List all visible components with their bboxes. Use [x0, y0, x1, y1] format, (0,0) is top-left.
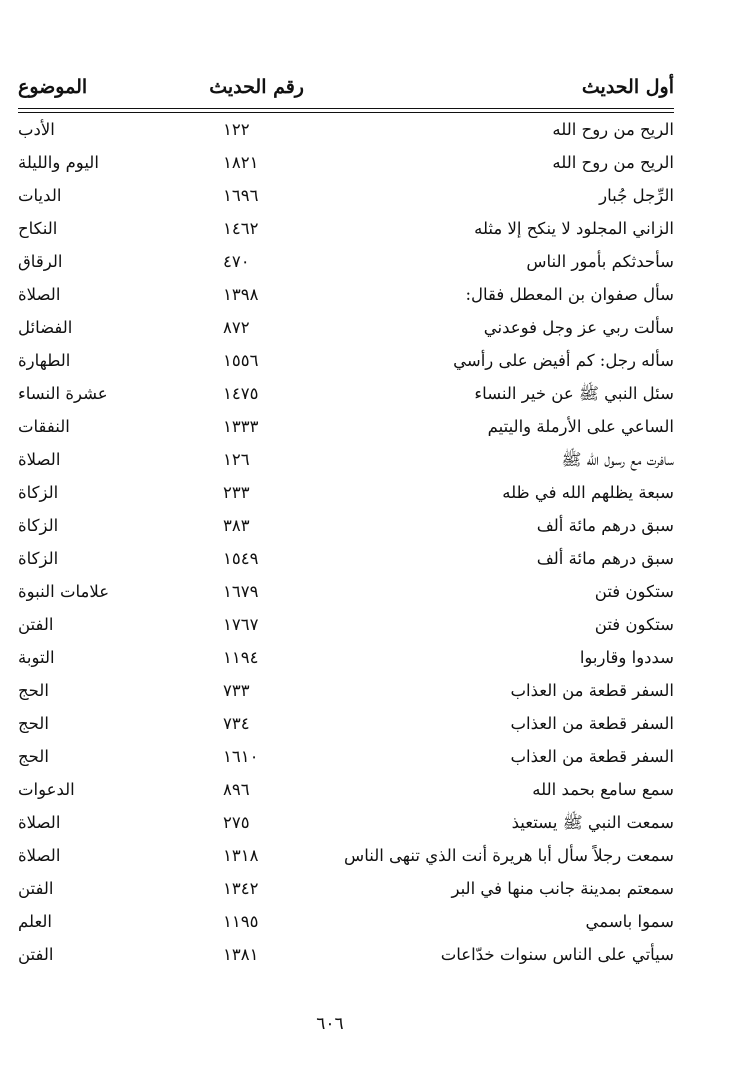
hadith-topic: اليوم والليلة	[18, 153, 99, 172]
hadith-topic: الحج	[18, 681, 49, 700]
hadith-number: ١٦٩٦	[223, 186, 259, 205]
table-row	[18, 840, 674, 873]
table-row	[18, 510, 674, 543]
table-row	[18, 675, 674, 708]
header-first-words: أول الحديث	[581, 76, 674, 98]
hadith-topic: الرقاق	[18, 252, 63, 271]
hadith-first-words: سألت ربي عز وجل فوعدني	[483, 318, 674, 337]
hadith-number: ١٣١٨	[223, 846, 259, 865]
hadith-number: ٢٧٥	[223, 813, 250, 832]
hadith-topic: الفتن	[18, 945, 54, 964]
hadith-first-words: الريح من روح الله	[552, 153, 674, 172]
hadith-number: ٤٧٠	[223, 252, 250, 271]
hadith-number: ٣٨٣	[223, 516, 250, 535]
table-row	[18, 576, 674, 609]
hadith-number: ١٥٤٩	[223, 549, 259, 568]
hadith-topic: الأدب	[18, 120, 55, 139]
hadith-first-words: الزاني المجلود لا ينكح إلا مثله	[474, 219, 674, 238]
table-row	[18, 741, 674, 774]
table-row	[18, 642, 674, 675]
hadith-topic: الزكاة	[18, 549, 59, 568]
hadith-number: ٧٣٤	[223, 714, 250, 733]
hadith-number: ١٤٦٢	[223, 219, 259, 238]
hadith-first-words: سيأتي على الناس سنوات خدّاعات	[440, 945, 674, 964]
page-number: ٦٠٦	[316, 1014, 344, 1034]
hadith-first-words: سبق درهم مائة ألف	[536, 549, 674, 568]
hadith-topic: الدعوات	[18, 780, 75, 799]
hadith-topic: النفقات	[18, 417, 70, 436]
hadith-topic: الصلاة	[18, 285, 61, 304]
table-row	[18, 411, 674, 444]
hadith-first-words: السفر قطعة من العذاب	[510, 681, 674, 700]
hadith-first-words: السفر قطعة من العذاب	[510, 714, 674, 733]
table-row	[18, 378, 674, 411]
hadith-number: ٧٣٣	[223, 681, 250, 700]
table-row	[18, 939, 674, 972]
hadith-topic: الصلاة	[18, 813, 61, 832]
table-row	[18, 543, 674, 576]
hadith-number: ١١٩٥	[223, 912, 259, 931]
hadith-first-words: السفر قطعة من العذاب	[510, 747, 674, 766]
hadith-first-words: سأله رجل: كم أفيض على رأسي	[453, 351, 674, 370]
hadith-first-words: ستكون فتن	[594, 582, 674, 601]
hadith-first-words: سافرت مع رسول الله ﷺ	[561, 450, 674, 469]
table-row	[18, 873, 674, 906]
hadith-topic: الصلاة	[18, 846, 61, 865]
header-topic: الموضوع	[18, 76, 88, 98]
hadith-first-words: سمعتم بمدينة جانب منها في البر	[451, 879, 674, 898]
table-row	[18, 312, 674, 345]
hadith-number: ١٦١٠	[223, 747, 259, 766]
table-row	[18, 807, 674, 840]
hadith-number: ١٣٣٣	[223, 417, 259, 436]
hadith-topic: التوبة	[18, 648, 55, 667]
table-row	[18, 444, 674, 477]
hadith-topic: الحج	[18, 714, 49, 733]
hadith-first-words: سمعت رجلاً سأل أبا هريرة أنت الذي تنهى الناس	[344, 846, 674, 865]
hadith-number: ١٦٧٩	[223, 582, 259, 601]
table-row	[18, 180, 674, 213]
table-header	[18, 76, 674, 106]
hadith-first-words: سأل صفوان بن المعطل فقال:	[465, 285, 674, 304]
hadith-first-words: سمع سامع بحمد الله	[532, 780, 674, 799]
hadith-number: ٨٩٦	[223, 780, 250, 799]
hadith-first-words: الريح من روح الله	[552, 120, 674, 139]
hadith-first-words: سموا باسمي	[585, 912, 674, 931]
table-row	[18, 147, 674, 180]
table-row	[18, 708, 674, 741]
hadith-first-words: سبعة يظلهم الله في ظله	[502, 483, 674, 502]
table-row	[18, 906, 674, 939]
hadith-topic: الزكاة	[18, 516, 59, 535]
header-hadith-number: رقم الحديث	[209, 76, 304, 98]
hadith-topic: الصلاة	[18, 450, 61, 469]
header-rule-top	[18, 108, 674, 109]
hadith-number: ١٣٤٢	[223, 879, 259, 898]
hadith-topic: الزكاة	[18, 483, 59, 502]
hadith-number: ١٧٦٧	[223, 615, 259, 634]
table-row	[18, 114, 674, 147]
table-row	[18, 345, 674, 378]
hadith-number: ٨٧٢	[223, 318, 250, 337]
hadith-number: ١٢٢	[223, 120, 250, 139]
table-row	[18, 477, 674, 510]
hadith-topic: الديات	[18, 186, 62, 205]
hadith-number: ١٣٩٨	[223, 285, 259, 304]
table-row	[18, 279, 674, 312]
hadith-first-words: سبق درهم مائة ألف	[536, 516, 674, 535]
hadith-topic: العلم	[18, 912, 53, 931]
hadith-first-words: سمعت النبي ﷺ يستعيذ	[511, 813, 674, 832]
hadith-first-words: سددوا وقاربوا	[579, 648, 674, 667]
hadith-first-words: الرِّجل جُبار	[599, 186, 674, 205]
hadith-topic: عشرة النساء	[18, 384, 108, 403]
hadith-topic: الحج	[18, 747, 49, 766]
hadith-topic: الفتن	[18, 879, 54, 898]
table-row	[18, 213, 674, 246]
hadith-number: ١٣٨١	[223, 945, 259, 964]
hadith-topic: الفتن	[18, 615, 54, 634]
hadith-first-words: ستكون فتن	[594, 615, 674, 634]
hadith-topic: النكاح	[18, 219, 58, 238]
table-row	[18, 609, 674, 642]
hadith-number: ١٢٦	[223, 450, 250, 469]
hadith-number: ١١٩٤	[223, 648, 259, 667]
table-row	[18, 774, 674, 807]
hadith-number: ١٥٥٦	[223, 351, 259, 370]
hadith-first-words: سأحدثكم بأمور الناس	[526, 252, 674, 271]
table-row	[18, 246, 674, 279]
hadith-topic: الطهارة	[18, 351, 71, 370]
hadith-topic: علامات النبوة	[18, 582, 110, 601]
index-table-body	[18, 114, 674, 972]
header-rule-bottom	[18, 112, 674, 113]
hadith-first-words: الساعي على الأرملة واليتيم	[487, 417, 674, 436]
hadith-first-words: سئل النبي ﷺ عن خير النساء	[474, 384, 674, 403]
hadith-number: ١٤٧٥	[223, 384, 259, 403]
hadith-number: ٢٣٣	[223, 483, 250, 502]
hadith-number: ١٨٢١	[223, 153, 259, 172]
hadith-topic: الفضائل	[18, 318, 73, 337]
